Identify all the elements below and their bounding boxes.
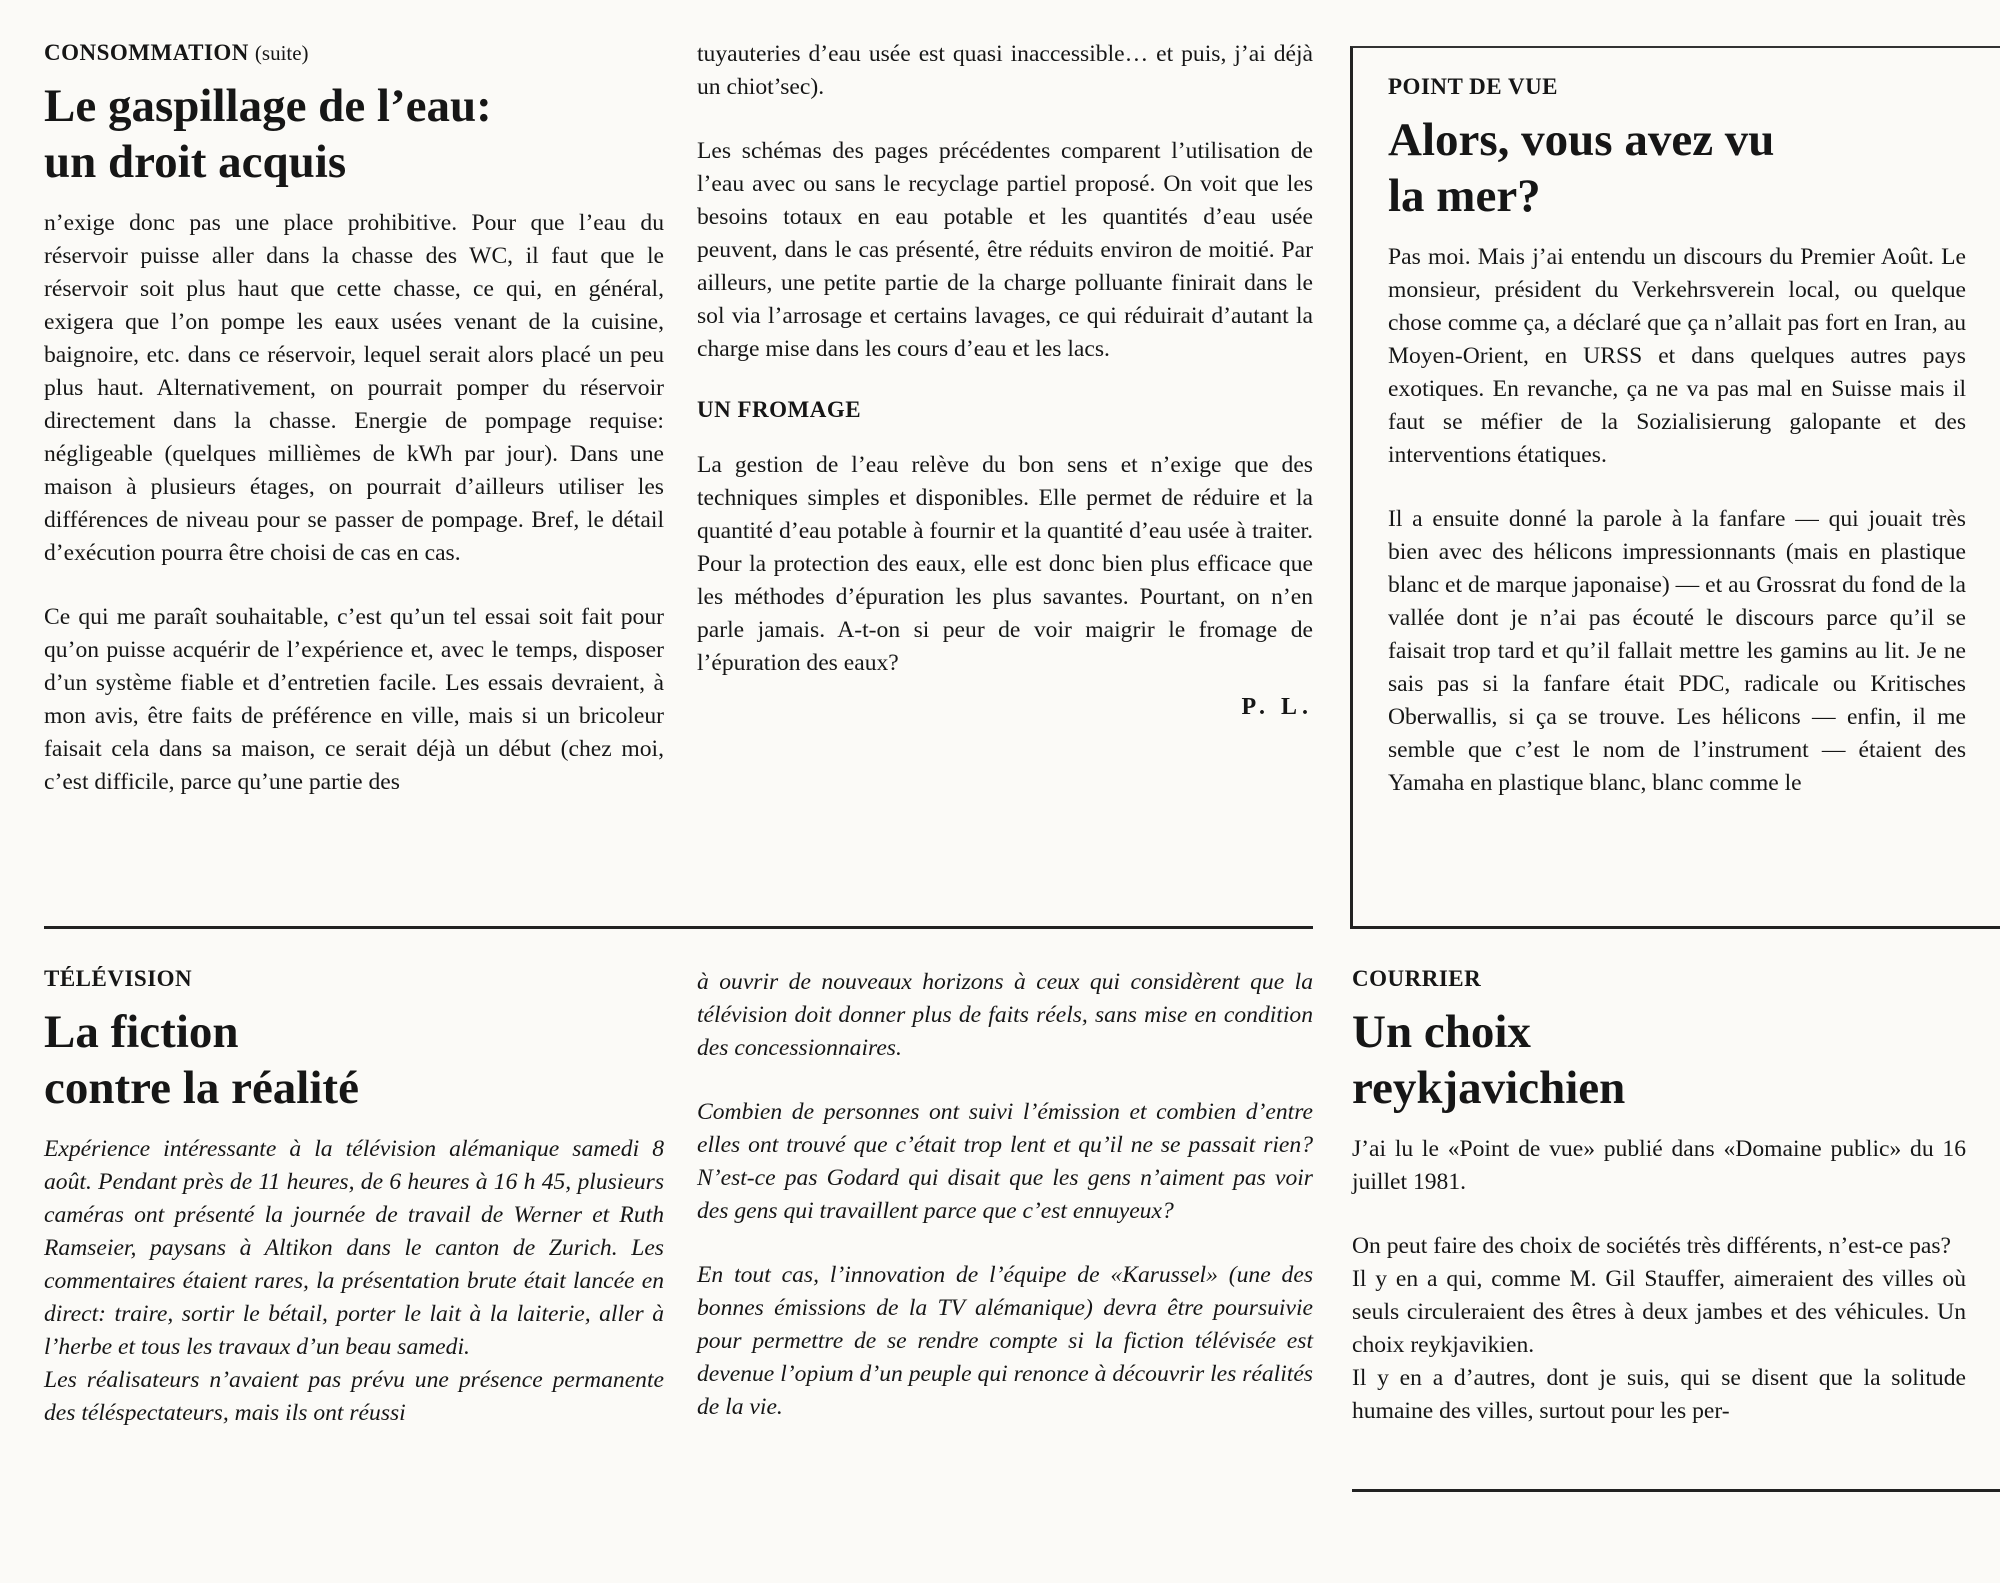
article-title: Alors, vous avez vu la mer? <box>1388 114 1775 223</box>
bottom-rule <box>1352 1489 2000 1492</box>
section-kicker: TÉLÉVISION <box>44 966 193 991</box>
paragraph: n’exige donc pas une place prohibitive. Pour que l’eau du réservoir puisse aller dans la chasse des WC, il faut que le réservoir soit plus haut que cette chasse, ce qui, en général, exigera que l’on pompe les eaux usées venant de la cuisine, baignoire, etc. dans ce réservoir, lequel serait alors placé un peu plus haut. Alternativement, on pourrait pomper du réservoir directement dans la chasse. Energie de pompage requise: négligeable (quelques millièmes de kWh par jour). Dans une maison à plusieurs étages, on pourrait d’ailleurs utiliser les différences de niveau pour se passer de pompage. Bref, le détail d’exécution pourra être choisi de cas en cas. <box>44 210 664 567</box>
paragraph: J’ai lu le «Point de vue» publié dans «Domaine public» du 16 juillet 1981. <box>1352 1136 1966 1196</box>
paragraph: tuyauteries d’eau usée est quasi inaccessible… et puis, j’ai déjà un chiot’sec). <box>697 41 1313 100</box>
paragraph: Combien de personnes ont suivi l’émission et combien d’entre elles ont trouvé que c’était trop lent et qu’il ne se passait rien? N’est-ce pas Godard qui disait que les gens n’aiment pas voir des gens qui travaillent parce que c’est ennuyeux? <box>697 1099 1313 1224</box>
paragraph: Les réalisateurs n’avaient pas prévu une présence permanente des téléspectateurs, mais ils ont réussi <box>44 1367 664 1427</box>
paragraph: Les schémas des pages précédentes comparent l’utilisation de l’eau avec ou sans le recyclage partiel proposé. On voit que les besoins totaux en eau potable et les quantités d’eau usée peuvent, dans le cas présenté, être réduits environ de moitié. Par ailleurs, une petite partie de la charge polluante finirait dans le sol via l’arrosage et certains lavages, ce qui réduirait d’autant la charge mise dans les cours d’eau et les lacs. <box>697 138 1313 362</box>
section-divider <box>44 926 1313 929</box>
point-de-vue-col <box>1388 74 1966 800</box>
paragraph: Pas moi. Mais j’ai entendu un discours du Premier Août. Le monsieur, président du Verkehrsverein local, ou quelque chose comme ça, a déclaré que ça n’allait pas fort en Iran, au Moyen-Orient, en URSS et dans quelques autres pays exotiques. En revanche, ça ne va pas mal en Suisse mais il faut se méfier de la Sozialisierung galopante et des interventions étatiques. <box>1388 244 1966 469</box>
television-col-1 <box>44 966 664 1430</box>
kicker-suffix: (suite) <box>254 41 309 65</box>
paragraph: à ouvrir de nouveaux horizons à ceux qui considèrent que la télévision doit donner plus de faits réels, sans mise en condition des concessionnaires. <box>697 969 1313 1061</box>
article-title: Le gaspillage de l’eau: un droit acquis <box>44 80 492 189</box>
paragraph: Ce qui me paraît souhaitable, c’est qu’un tel essai soit fait pour qu’on puisse acquérir de l’expérience et, avec le temps, disposer d’un système fiable et d’entretien facile. Les essais devraient, à mon avis, être faits de préférence en ville, mais si un bricoleur faisait cela dans sa maison, ce serait déjà un début (chez moi, c’est difficile, parce qu’une partie des <box>44 604 664 796</box>
consommation-col-2 <box>697 38 1313 721</box>
paragraph: Il a ensuite donné la parole à la fanfare — qui jouait très bien avec des hélicons impressionnants (mais en plastique blanc et de marque japonaise) — et au Grossrat du fond de la vallée dont je n’ai pas écouté le discours parce qu’il se faisait trop tard et qu’il fallait mettre les gamins au lit. Je ne sais pas si la fanfare était PDC, radicale ou Kritisches Oberwallis, si ça se trouve. Les hélicons — enfin, il me semble que c’est le nom de l’instrument — étaient des Yamaha en plastique blanc, blanc comme le <box>1388 506 1966 797</box>
subheading: UN FROMAGE <box>697 397 862 422</box>
author-signature: P. L. <box>1241 694 1313 720</box>
consommation-col-1 <box>44 40 664 799</box>
paragraph: La gestion de l’eau relève du bon sens et n’exige que des techniques simples et disponibles. Elle permet de réduire et la quantité d’eau potable à fournir et la quantité d’eau usée à traiter. Pour la protection des eaux, elle est donc bien plus efficace que les méthodes d’épuration les plus savantes. Pourtant, on n’en parle jamais. A-t-on si peur de voir maigrir le fromage de l’épuration des eaux? <box>697 452 1313 676</box>
paragraph: En tout cas, l’innovation de l’équipe de «Karussel» (une des bonnes émissions de la TV alémanique) devra être poursuivie pour permettre de se rendre compte si la fiction télévisée est devenue l’opium d’un peuple qui renonce à découvrir les réalités de la vie. <box>697 1262 1313 1420</box>
article-title: Un choix reykjavichien <box>1352 1006 1626 1115</box>
section-kicker: CONSOMMATION (suite) <box>44 40 309 65</box>
section-kicker: COURRIER <box>1352 966 1482 991</box>
paragraph: Il y en a qui, comme M. Gil Stauffer, aimeraient des villes où seuls circuleraient des êtres à deux jambes et des véhicules. Un choix reykjavikien. <box>1352 1266 1966 1359</box>
paragraph: On peut faire des choix de sociétés très différents, n’est-ce pas? <box>1352 1233 1952 1260</box>
paragraph: Expérience intéressante à la télévision alémanique samedi 8 août. Pendant près de 11 heures, de 6 heures à 16 h 45, plusieurs caméras ont présenté la journée de travail de Werner et Ruth Ramseier, paysans à Altikon dans le canton de Zurich. Les commentaires étaient rares, la présentation brute était lancée en direct: traire, sortir le bétail, porter le lait à la laiterie, aller à l’herbe et tous les travaux d’un beau samedi. <box>44 1136 664 1361</box>
paragraph: Il y en a d’autres, dont je suis, qui se disent que la solitude humaine des villes, surtout pour les per- <box>1352 1365 1966 1425</box>
television-col-2 <box>697 966 1313 1424</box>
courrier-col <box>1352 966 1966 1428</box>
section-kicker: POINT DE VUE <box>1388 74 1559 99</box>
article-title: La fiction contre la réalité <box>44 1006 359 1115</box>
